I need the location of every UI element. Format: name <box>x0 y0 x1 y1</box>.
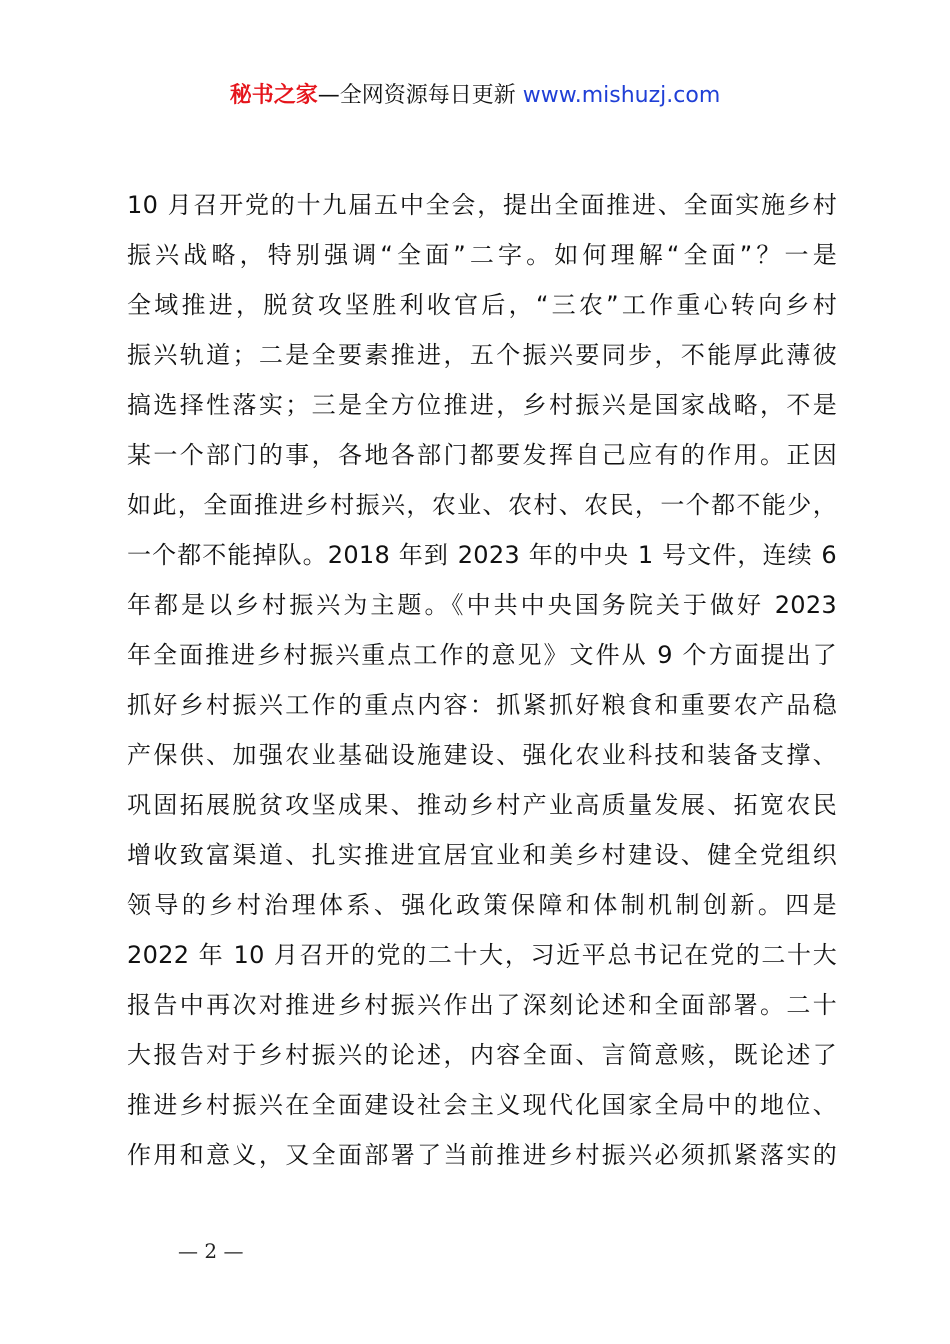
body-text <box>127 180 837 1180</box>
text-line: 搞选择性落实；三是全方位推进，乡村振兴是国家战略，不是 <box>127 391 837 419</box>
text-line: 振兴轨道；二是全要素推进，五个振兴要同步，不能厚此薄彼 <box>127 341 837 369</box>
text-line: 作用和意义，又全面部署了当前推进乡村振兴必须抓紧落实的 <box>127 1141 837 1169</box>
text-line: 全域推进，脱贫攻坚胜利收官后，“三农”工作重心转向乡村 <box>127 291 837 319</box>
page-number: — 2 — <box>178 1239 244 1263</box>
text-line: 报告中再次对推进乡村振兴作出了深刻论述和全面部署。二十 <box>127 991 837 1019</box>
text-line: 2022 年 10 月召开的党的二十大，习近平总书记在党的二十大 <box>127 941 837 969</box>
text-line: 增收致富渠道、扎实推进宜居宜业和美乡村建设、健全党组织 <box>127 841 837 869</box>
text-line: 年全面推进乡村振兴重点工作的意见》文件从 9 个方面提出了 <box>127 641 837 669</box>
header-tagline: —全网资源每日更新 <box>317 83 516 108</box>
page-header <box>0 80 950 112</box>
text-line: 振兴战略，特别强调“全面”二字。如何理解“全面”？一是 <box>127 241 837 269</box>
brand-name: 秘书之家 <box>229 83 318 108</box>
text-line: 年都是以乡村振兴为主题。《中共中央国务院关于做好 2023 <box>127 591 837 619</box>
text-line: 一个都不能掉队。2018 年到 2023 年的中央 1 号文件，连续 6 <box>127 541 837 569</box>
text-line: 10 月召开党的十九届五中全会，提出全面推进、全面实施乡村 <box>127 191 837 219</box>
text-line: 领导的乡村治理体系、强化政策保障和体制机制创新。四是 <box>127 891 837 919</box>
text-line: 如此，全面推进乡村振兴，农业、农村、农民，一个都不能少， <box>127 491 837 519</box>
text-line: 某一个部门的事，各地各部门都要发挥自己应有的作用。正因 <box>127 441 837 469</box>
text-line: 大报告对于乡村振兴的论述，内容全面、言简意赅，既论述了 <box>127 1041 837 1069</box>
text-line: 巩固拓展脱贫攻坚成果、推动乡村产业高质量发展、拓宽农民 <box>127 791 837 819</box>
text-line: 产保供、加强农业基础设施建设、强化农业科技和装备支撑、 <box>127 741 837 769</box>
text-line: 推进乡村振兴在全面建设社会主义现代化国家全局中的地位、 <box>127 1091 837 1119</box>
site-url-link[interactable]: www.mishuzj.com <box>522 83 721 108</box>
text-line: 抓好乡村振兴工作的重点内容：抓紧抓好粮食和重要农产品稳 <box>127 691 837 719</box>
